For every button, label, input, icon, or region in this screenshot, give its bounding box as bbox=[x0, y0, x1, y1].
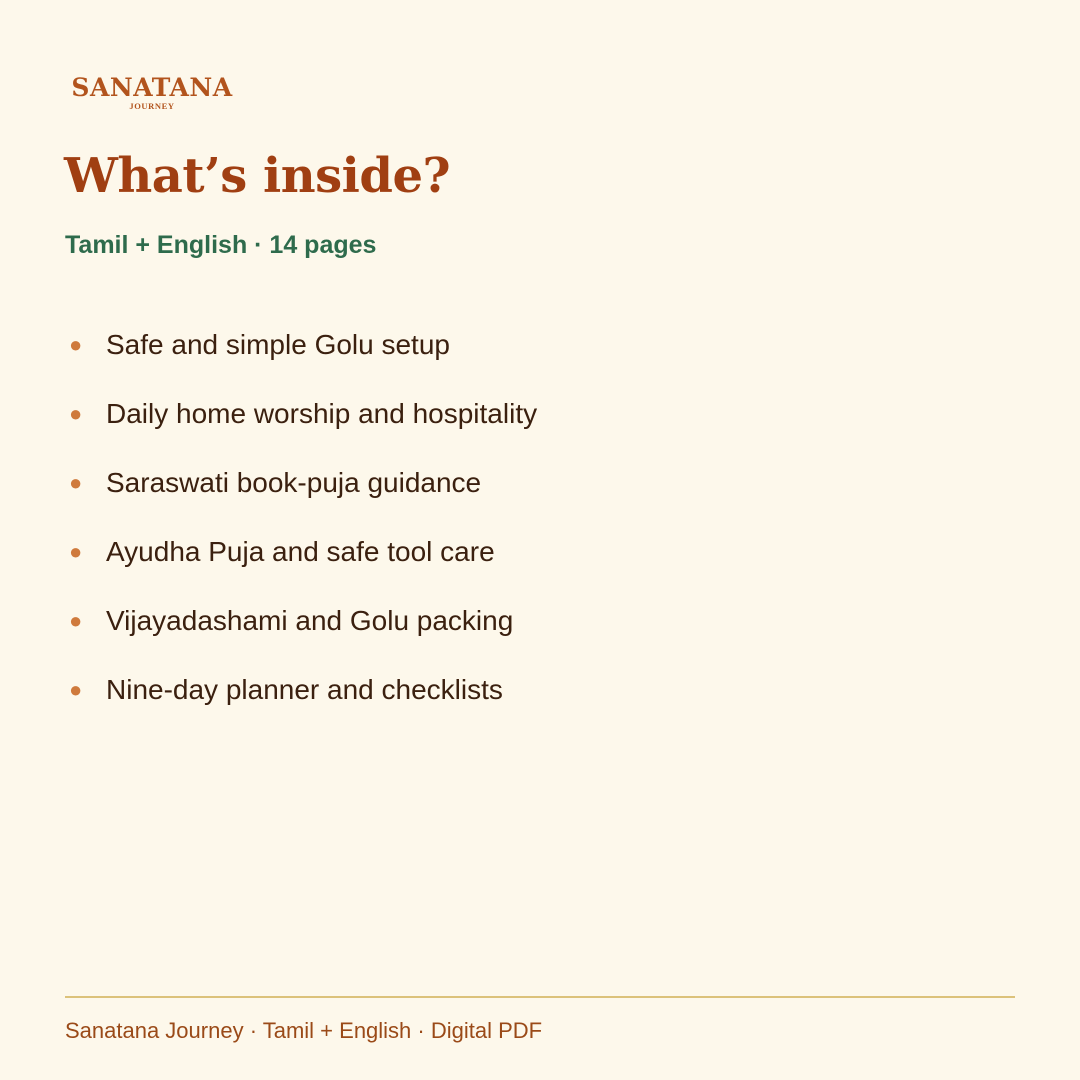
bullet-icon: ● bbox=[69, 676, 83, 702]
page-title: What’s inside? bbox=[64, 148, 451, 204]
feature-text: Vijayadashami and Golu packing bbox=[106, 604, 514, 636]
brand-logo bbox=[67, 74, 237, 111]
feature-text: Nine-day planner and checklists bbox=[106, 673, 503, 705]
list-item bbox=[65, 379, 537, 448]
list-item bbox=[65, 655, 537, 724]
bullet-icon: ● bbox=[69, 331, 83, 357]
list-item bbox=[65, 517, 537, 586]
brand-tagline: JOURNEY bbox=[129, 101, 175, 111]
feature-text: Safe and simple Golu setup bbox=[106, 328, 450, 360]
bullet-icon: ● bbox=[69, 607, 83, 633]
feature-text: Ayudha Puja and safe tool care bbox=[106, 535, 495, 567]
bullet-icon: ● bbox=[69, 469, 83, 495]
footer-divider bbox=[65, 996, 1015, 998]
list-item bbox=[65, 448, 537, 517]
feature-text: Saraswati book-puja guidance bbox=[106, 466, 482, 498]
feature-text: Daily home worship and hospitality bbox=[106, 397, 538, 429]
bullet-icon: ● bbox=[69, 400, 83, 426]
bullet-icon: ● bbox=[69, 538, 83, 564]
page-subtitle: Tamil + English · 14 pages bbox=[65, 231, 377, 259]
list-item bbox=[65, 310, 537, 379]
list-item bbox=[65, 586, 537, 655]
feature-list bbox=[65, 310, 537, 724]
footer-text: Sanatana Journey · Tamil + English · Digital PDF bbox=[65, 1018, 543, 1043]
brand-name: SANATANA bbox=[71, 73, 233, 102]
